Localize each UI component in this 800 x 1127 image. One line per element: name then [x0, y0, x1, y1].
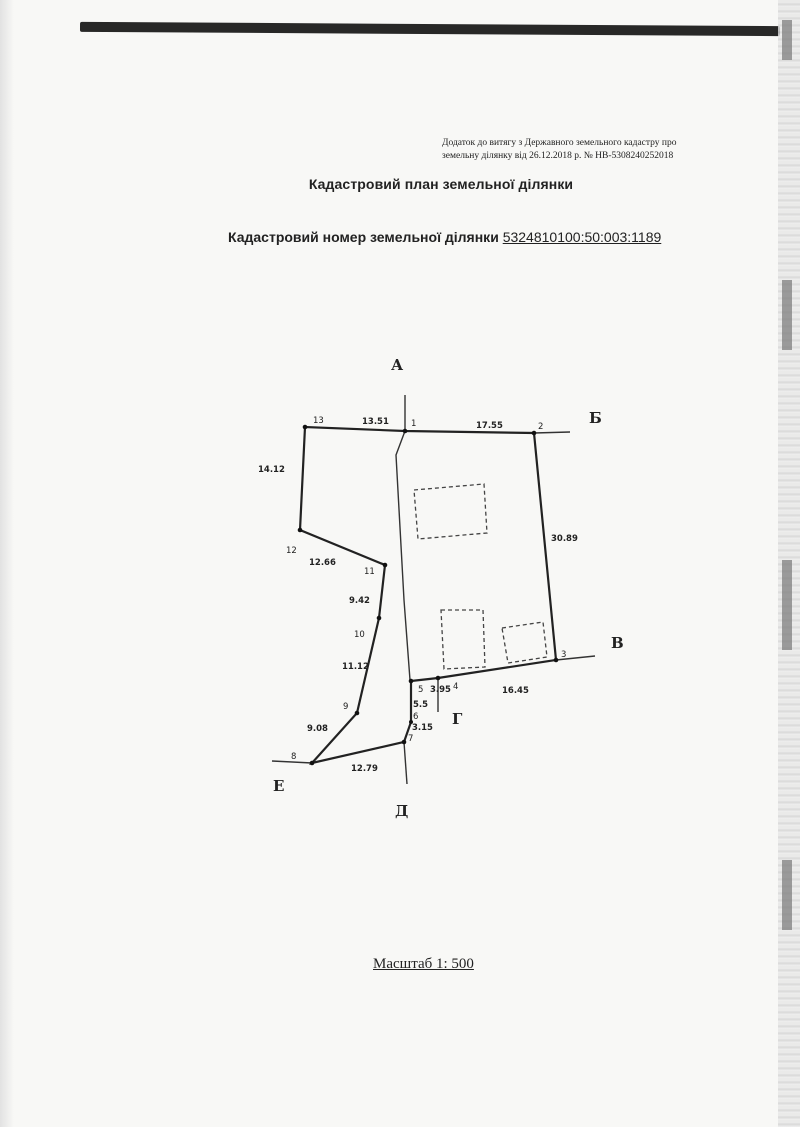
- vertex-marker: [409, 679, 414, 684]
- neighbor-line-d: [404, 742, 407, 784]
- segment-length: 12.66: [309, 558, 336, 568]
- segment-length: 17.55: [476, 421, 503, 431]
- neighbor-label-b: Б: [589, 409, 602, 427]
- segment-length: 9.42: [349, 596, 370, 606]
- vertex-markers: [298, 425, 559, 766]
- vertex-label: 6: [413, 712, 419, 722]
- vertex-marker: [403, 429, 408, 434]
- annex-line-2: земельну ділянку від 26.12.2018 р. № НВ-5308240252018: [442, 151, 674, 161]
- building-2: [441, 610, 485, 669]
- vertex-marker: [436, 676, 441, 681]
- vertex-marker: [377, 616, 382, 621]
- neighbor-label-g: Г: [452, 710, 463, 728]
- segment-length: 3.15: [412, 723, 433, 733]
- vertex-label: 7: [408, 734, 414, 744]
- building-1: [414, 484, 487, 539]
- vertex-marker: [303, 425, 308, 430]
- vertex-label: 2: [538, 422, 544, 432]
- neighbor-label-v: В: [611, 634, 624, 652]
- vertex-marker: [532, 431, 537, 436]
- vertex-marker: [355, 711, 360, 716]
- segment-length: 5.5: [413, 700, 429, 710]
- vertex-label: 3: [561, 650, 567, 660]
- segment-length: 16.45: [502, 686, 529, 696]
- vertex-label: 13: [313, 416, 324, 426]
- segment-length: 9.08: [307, 724, 328, 734]
- neighbor-label-a: А: [391, 356, 404, 374]
- segment-length: 11.12: [342, 662, 369, 672]
- vertex-label: 1: [411, 419, 417, 429]
- vertex-labels: [286, 416, 566, 762]
- neighbor-labels: [273, 356, 624, 820]
- segment-length: 12.79: [351, 764, 378, 774]
- vertex-label: 9: [343, 702, 349, 712]
- vertex-marker: [298, 528, 303, 533]
- segment-length: 30.89: [551, 534, 578, 544]
- vertex-label: 12: [286, 546, 297, 556]
- vertex-marker: [402, 740, 407, 745]
- scale-label: Масштаб 1: 500: [373, 956, 474, 972]
- cadastral-number-value: 5324810100:50:003:1189: [502, 229, 662, 245]
- building-3: [502, 622, 547, 663]
- vertex-marker: [310, 761, 315, 766]
- annex-line-1: Додаток до витягу з Державного земельного кадастру про: [442, 138, 677, 148]
- vertex-marker: [554, 658, 559, 663]
- segment-length: 13.51: [362, 417, 389, 427]
- inner-boundary: [396, 431, 410, 680]
- vertex-label: 10: [354, 630, 365, 640]
- cadastral-label: Кадастровий номер земельної ділянки: [228, 229, 499, 245]
- neighbor-line-b: [534, 432, 570, 433]
- vertex-marker: [383, 563, 388, 568]
- neighbor-label-e: Е: [273, 777, 285, 795]
- parcel-boundary: [300, 427, 556, 763]
- segment-length: 14.12: [258, 465, 285, 475]
- vertex-label: 11: [364, 567, 375, 577]
- neighbor-label-d: Д: [395, 802, 409, 820]
- vertex-label: 5: [418, 685, 424, 695]
- vertex-label: 8: [291, 752, 297, 762]
- vertex-label: 4: [453, 682, 459, 692]
- page-title-text: Кадастровий план земельної ділянки: [308, 176, 574, 192]
- segment-length: 3.95: [430, 685, 451, 695]
